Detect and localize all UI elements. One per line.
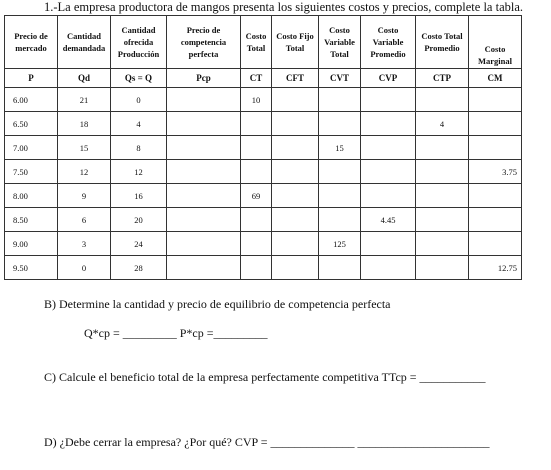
table-cell xyxy=(167,160,241,184)
table-row xyxy=(5,256,522,280)
table-cell xyxy=(319,160,361,184)
table-cell xyxy=(241,160,272,184)
table-cell: 3 xyxy=(58,232,111,256)
table-cell xyxy=(361,88,416,112)
table-row xyxy=(5,160,522,184)
table-cell xyxy=(416,232,469,256)
table-cell xyxy=(319,88,361,112)
table-cell: 7.00 xyxy=(5,136,58,160)
table-cell: 12.75 xyxy=(469,256,522,280)
table-cell: 28 xyxy=(111,256,167,280)
table-cell: 20 xyxy=(111,208,167,232)
table-cell xyxy=(319,184,361,208)
table-cell xyxy=(416,256,469,280)
table-row xyxy=(5,232,522,256)
table-row xyxy=(5,184,522,208)
question-c: C) Calcule el beneficio total de la empresa perfectamente competitiva TTcp = ___________ xyxy=(44,370,486,384)
table-cell xyxy=(361,256,416,280)
table-cell: 9.50 xyxy=(5,256,58,280)
table-row xyxy=(5,208,522,232)
header-cell: Cantidad ofrecida Producción xyxy=(111,16,167,69)
table-row xyxy=(5,136,522,160)
table-cell xyxy=(361,136,416,160)
table-cell: 0 xyxy=(58,256,111,280)
symbol-cell: CVP xyxy=(361,69,416,88)
symbol-cell: CTP xyxy=(416,69,469,88)
symbol-cell: Qs = Q xyxy=(111,69,167,88)
table-cell: 8 xyxy=(111,136,167,160)
table-cell: 9.00 xyxy=(5,232,58,256)
symbol-cell: Pcp xyxy=(167,69,241,88)
table-cell xyxy=(167,136,241,160)
table-cell: 21 xyxy=(58,88,111,112)
cost-table xyxy=(4,15,522,280)
table-cell xyxy=(167,208,241,232)
header-cell: Cantidad demandada xyxy=(58,16,111,69)
exercise-title: 1.-La empresa productora de mangos presenta los siguientes costos y precios, complete la tabla. xyxy=(44,0,524,14)
table-cell: 12 xyxy=(111,160,167,184)
symbol-cell: Qd xyxy=(58,69,111,88)
header-cell: Costo Total xyxy=(241,16,272,69)
table-row xyxy=(5,112,522,136)
table-cell xyxy=(469,184,522,208)
question-d: D) ¿Debe cerrar la empresa? ¿Por qué? CVP = ______________ ______________________ xyxy=(44,435,490,449)
table-cell xyxy=(416,160,469,184)
symbol-row xyxy=(5,69,522,88)
table-cell: 69 xyxy=(241,184,272,208)
table-cell xyxy=(361,184,416,208)
table-cell xyxy=(272,136,319,160)
table-cell: 15 xyxy=(58,136,111,160)
header-cell: Costo Total Promedio xyxy=(416,16,469,69)
table-cell xyxy=(416,136,469,160)
header-row xyxy=(5,16,522,69)
table-cell: 0 xyxy=(111,88,167,112)
table-cell: 6.50 xyxy=(5,112,58,136)
table-cell: 12 xyxy=(58,160,111,184)
table-cell: 8.00 xyxy=(5,184,58,208)
table-cell: 125 xyxy=(319,232,361,256)
table-cell xyxy=(319,208,361,232)
table-cell: 4 xyxy=(416,112,469,136)
table-cell: 6 xyxy=(58,208,111,232)
table-cell xyxy=(241,208,272,232)
table-cell xyxy=(272,184,319,208)
table-cell xyxy=(319,112,361,136)
symbol-cell: CVT xyxy=(319,69,361,88)
table-cell: 3.75 xyxy=(469,160,522,184)
header-cell: Costo Marginal xyxy=(469,16,522,69)
table-cell xyxy=(241,232,272,256)
table-cell xyxy=(272,256,319,280)
table-cell: 4 xyxy=(111,112,167,136)
table-cell: 18 xyxy=(58,112,111,136)
header-cell: Costo Variable Total xyxy=(319,16,361,69)
table-cell xyxy=(167,232,241,256)
table-cell xyxy=(272,112,319,136)
table-cell: 7.50 xyxy=(5,160,58,184)
table-cell xyxy=(272,88,319,112)
table-cell xyxy=(167,184,241,208)
table-cell xyxy=(272,232,319,256)
table-cell xyxy=(361,232,416,256)
table-cell: 16 xyxy=(111,184,167,208)
table-cell xyxy=(361,160,416,184)
table-cell: 24 xyxy=(111,232,167,256)
header-cell: Costo Fijo Total xyxy=(272,16,319,69)
symbol-cell: P xyxy=(5,69,58,88)
table-cell xyxy=(469,232,522,256)
table-row xyxy=(5,88,522,112)
table-cell xyxy=(469,136,522,160)
table-cell xyxy=(416,184,469,208)
table-cell xyxy=(469,88,522,112)
table-cell xyxy=(272,160,319,184)
header-cell: Costo Variable Promedio xyxy=(361,16,416,69)
table-cell xyxy=(469,208,522,232)
table-cell xyxy=(167,256,241,280)
table-cell xyxy=(241,256,272,280)
table-cell xyxy=(361,112,416,136)
table-cell: 9 xyxy=(58,184,111,208)
question-b-answer: Q*cp = _________ P*cp =_________ xyxy=(84,326,268,340)
question-b: B) Determine la cantidad y precio de equilibrio de competencia perfecta xyxy=(44,297,391,311)
header-cell: Precio de competencia perfecta xyxy=(167,16,241,69)
table-cell xyxy=(167,88,241,112)
table-cell xyxy=(167,112,241,136)
table-cell xyxy=(272,208,319,232)
table-cell xyxy=(241,112,272,136)
symbol-cell: CM xyxy=(469,69,522,88)
symbol-cell: CFT xyxy=(272,69,319,88)
table-cell: 15 xyxy=(319,136,361,160)
table-cell: 8.50 xyxy=(5,208,58,232)
symbol-cell: CT xyxy=(241,69,272,88)
table-cell: 10 xyxy=(241,88,272,112)
table-cell: 6.00 xyxy=(5,88,58,112)
table-cell xyxy=(241,136,272,160)
table-cell xyxy=(319,256,361,280)
header-cell: Precio de mercado xyxy=(5,16,58,69)
table-cell xyxy=(416,208,469,232)
table-cell xyxy=(416,88,469,112)
table-cell: 4.45 xyxy=(361,208,416,232)
table-cell xyxy=(469,112,522,136)
